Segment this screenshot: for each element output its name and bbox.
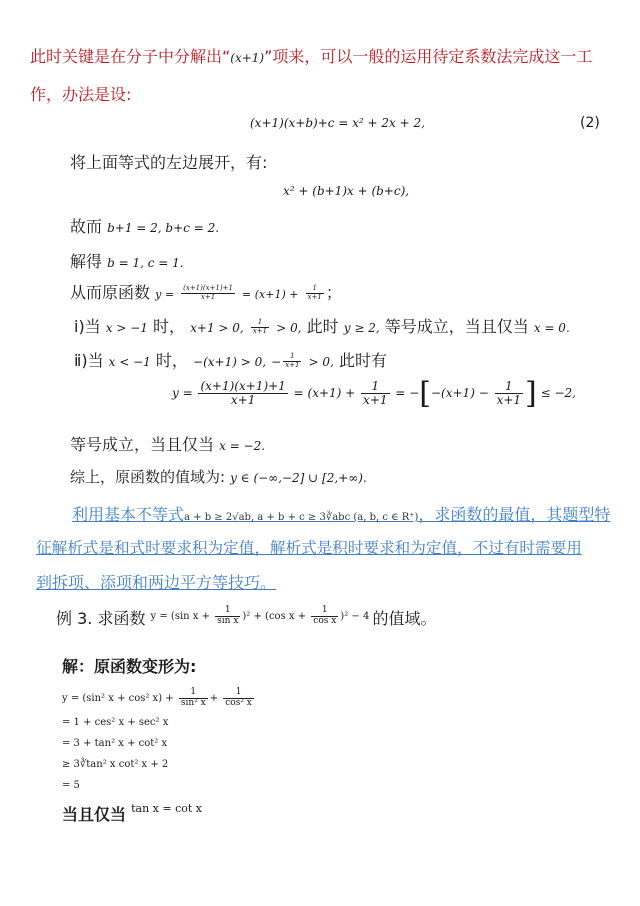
big-frac1 (198, 380, 287, 407)
example-3-expr-b: )² + (cos x + (242, 610, 307, 622)
hence-label: 故而 (70, 217, 103, 236)
intro-text-b: ”项来，可以一般的运用待定系数法完成这一工 (264, 47, 593, 66)
big-frac3 (495, 380, 523, 407)
case-2-ineq1: −(x+1) > 0, (193, 355, 267, 369)
intro-line-2: 作，办法是设: (30, 85, 132, 104)
final-expr: tan x = cot x (131, 802, 202, 815)
function-frac1 (181, 285, 235, 301)
summary-expr: y ∈ (−∞,−2] ∪ [2,+∞). (230, 471, 367, 485)
note-text-b: ，求函数的最值，其题型特 (418, 505, 611, 524)
big-frac3-den: x+1 (496, 393, 522, 408)
big-frac1-num: (x+1)(x+1)+1 (200, 379, 286, 393)
example-3-frac2-num: 1 (311, 606, 338, 617)
solution-step-4: ≥ 3∛tan² x cot² x + 2 (62, 759, 169, 770)
big-eq2: = − (395, 386, 420, 401)
function-tail: ； (325, 283, 342, 302)
example-3-frac1-num: 1 (215, 606, 240, 617)
expand-expr: x² + (b+1)x + (b+c), (283, 184, 410, 198)
hence-line (70, 214, 219, 237)
case-2-label: ⅱ)当 (74, 351, 104, 370)
note-line-2: 征解析式是和式时要求积为定值，解析式是积时要求和为定值，不过有时需要用 (36, 539, 582, 557)
case-1-ineq1: x+1 > 0, (190, 321, 244, 335)
case-1-ineq2-tail: > 0, (276, 321, 302, 335)
example-3-frac2-den: cos x (313, 615, 337, 626)
solution-step-1: y = (sin² x + cos² x) + $\frac{1}{\text{sin² x}}$ + $\frac{1}{\text{cos² x}}$ (62, 687, 252, 708)
case-2-cond: x < −1 (108, 355, 151, 369)
solve-line (70, 249, 184, 272)
example-3-label: 例 3. 求函数 (56, 609, 146, 628)
case-2-frac-num: 1 (283, 353, 301, 362)
solution-step-1-a: y = (sin² x + cos² x) + (62, 692, 174, 704)
big-frac2 (361, 380, 389, 407)
case-2-sign: − (271, 355, 282, 369)
case-1-eq: x = 0. (533, 321, 570, 335)
case-1-frac (251, 319, 269, 335)
big-tail: ≤ −2, (540, 386, 576, 401)
equality-line (70, 432, 265, 455)
function-frac1-num: (x+1)(x+1)+1 (183, 284, 233, 293)
case-1-frac-den: x+1 (252, 327, 268, 335)
case-1-label: ⅰ)当 (74, 317, 101, 336)
note-line-3: 到拆项、添项和两边平方等技巧。 (36, 573, 277, 592)
equation-label-2: (2) (580, 115, 600, 131)
solution-frac1-num: 1 (179, 688, 208, 699)
big-lhs: y = (172, 386, 193, 401)
big-left-bracket: [ (419, 376, 431, 412)
solution-frac2-num: 1 (223, 688, 254, 699)
big-mid: = (x+1) + (293, 386, 356, 401)
big-right-bracket: ] (525, 376, 537, 412)
expand-text: 将上面等式的左边展开，有: (70, 153, 268, 172)
case-2-frac-den: x+1 (285, 361, 300, 369)
note-text-a: 利用基本不等式 (72, 505, 185, 524)
solution-step-3: = 3 + tan² x + cot² x (62, 738, 168, 749)
example-3-expr (150, 605, 373, 626)
solution-frac2-den: cos² x (225, 697, 252, 708)
big-frac3-num: 1 (495, 380, 523, 394)
final-label: 当且仅当 (62, 805, 127, 824)
function-frac2 (306, 285, 324, 301)
summary-text: 综上，原函数的值域为: (70, 468, 226, 486)
hence-expr: b+1 = 2, b+c = 2. (107, 221, 220, 235)
case-1-mid2: 此时 (306, 317, 339, 336)
case-1-line (74, 314, 570, 337)
case-1-mid1: 时， (153, 317, 186, 336)
case-2-ineq2-tail: > 0, (308, 355, 334, 369)
function-label: 从而原函数 (70, 283, 151, 302)
equation-2: (x+1)(x+b)+c = x² + 2x + 2, (250, 116, 425, 130)
solution-step-2: = 1 + ces² x + sec² x (62, 717, 169, 728)
equality-expr: x = −2. (219, 439, 266, 453)
solution-frac1-den: sin² x (180, 697, 206, 708)
function-lhs: y = (155, 288, 175, 301)
function-frac2-den: x+1 (307, 293, 322, 301)
intro-line-1 (30, 44, 592, 67)
function-mid: = (x+1) + (242, 288, 299, 301)
solution-label: 解：原函数变形为: (62, 657, 197, 676)
case-2-line (74, 348, 387, 371)
summary-line (70, 466, 367, 487)
big-frac1-den: x+1 (230, 393, 256, 408)
example-3-expr-a: y = (sin x + (150, 610, 210, 622)
equality-text: 等号成立，当且仅当 (70, 435, 215, 454)
solution-frac2 (223, 688, 254, 709)
case-1-result: y ≥ 2, (343, 321, 380, 335)
case-2-mid2: 此时有 (338, 351, 387, 370)
solve-label: 解得 (70, 252, 103, 271)
big-inner: −(x+1) − (431, 386, 489, 401)
note-expr: a + b ≥ 2√ab, a + b + c ≥ 3∛abc (a, b, c ∈ R⁺) (184, 512, 419, 523)
example-3-frac1-den: sin x (217, 615, 239, 626)
case-1-frac-num: 1 (251, 319, 269, 328)
case-1-cond: x > −1 (105, 321, 148, 335)
big-frac2-den: x+1 (363, 393, 388, 408)
function-line (70, 280, 342, 303)
intro-text-a: 此时关键是在分子中分解出“ (30, 47, 231, 66)
solve-expr: b = 1, c = 1. (107, 256, 184, 270)
case-1-mid3: 等号成立，当且仅当 (384, 317, 529, 336)
solution-step-5: = 5 (62, 780, 80, 791)
example-3-expr-c: )² − 4 (340, 610, 370, 622)
case-2-frac (283, 353, 301, 369)
solution-frac1 (179, 688, 208, 709)
big-equation (172, 376, 576, 412)
function-frac2-num: 1 (306, 285, 324, 294)
example-3-tail: 的值域。 (372, 609, 437, 628)
final-line (62, 802, 202, 825)
example-3-frac1 (215, 606, 240, 627)
big-frac2-num: 1 (361, 380, 389, 394)
example-3-line (56, 606, 437, 629)
case-2-mid1: 时， (155, 351, 188, 370)
function-frac1-den: x+1 (200, 293, 216, 301)
note-line-1 (72, 502, 610, 525)
example-3-frac2 (311, 606, 338, 627)
intro-expr: (x+1) (230, 51, 265, 65)
